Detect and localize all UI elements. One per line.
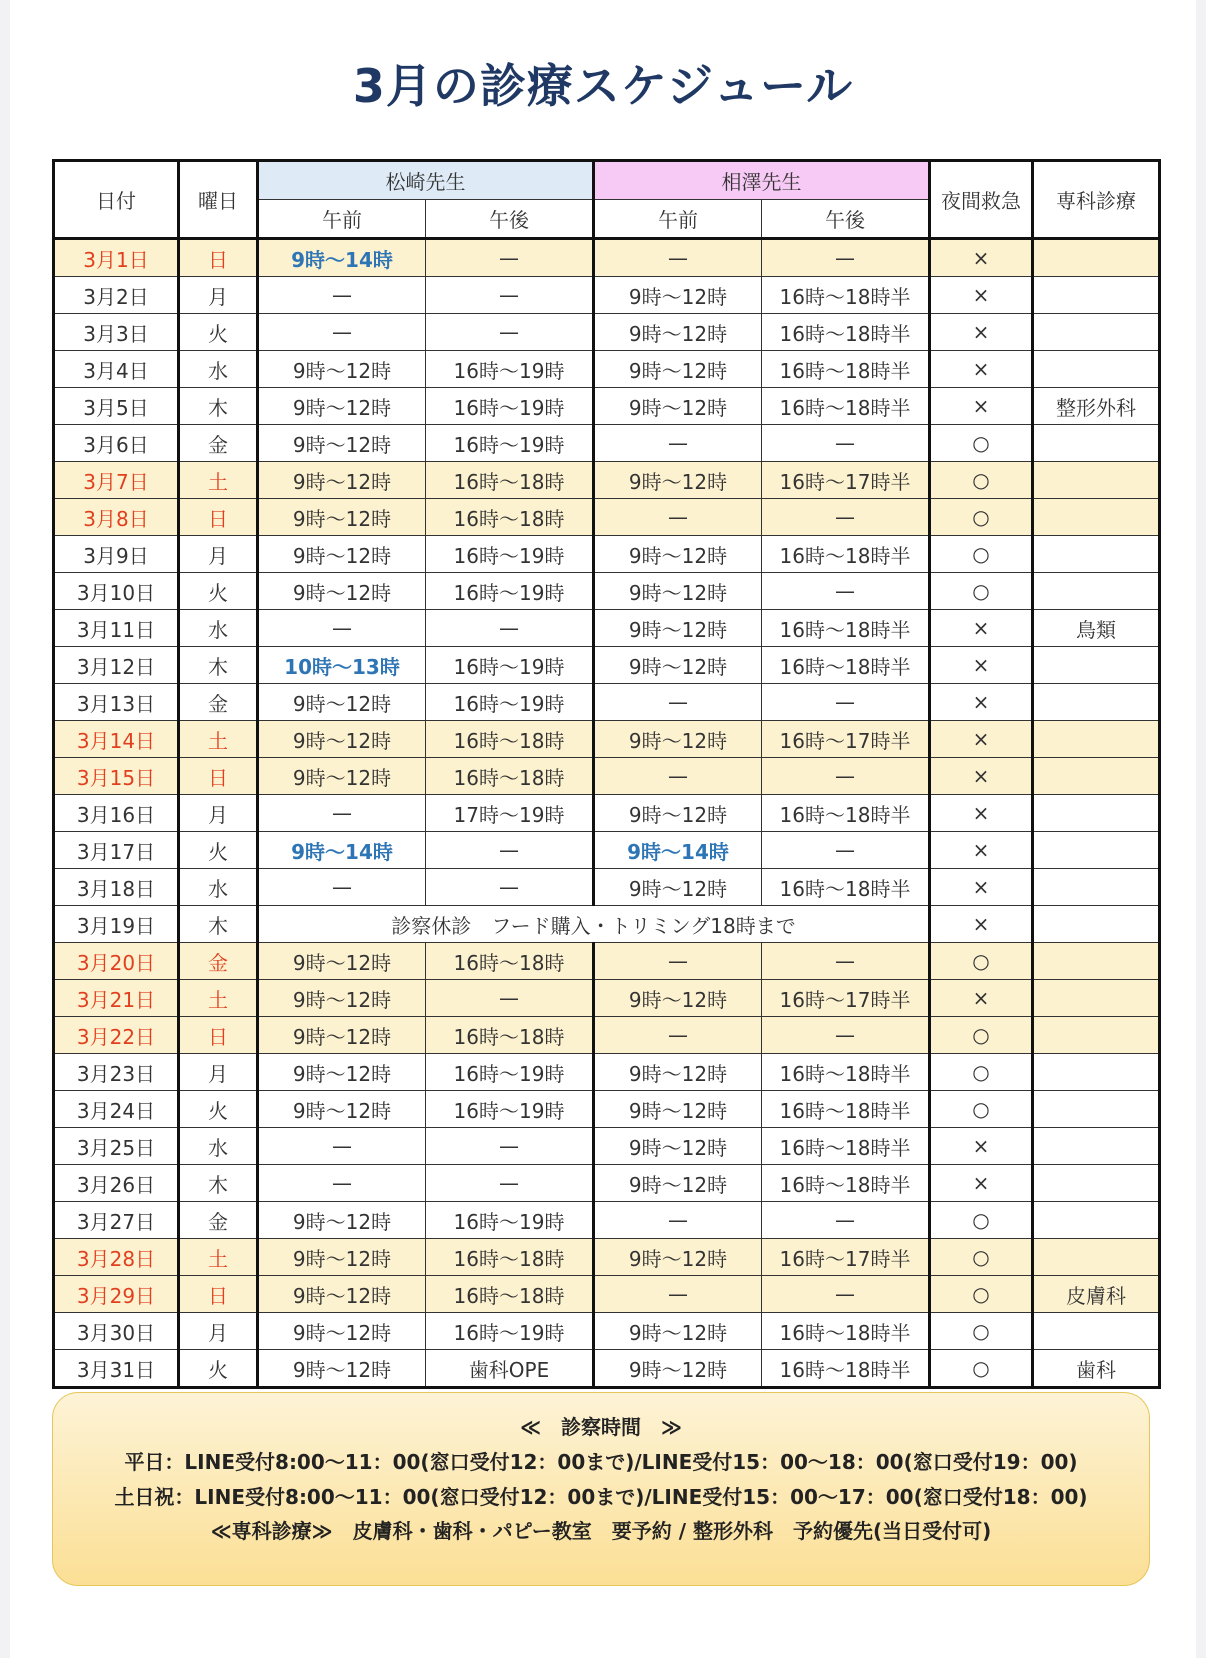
doctor2-am-cell: 9時～12時 [594, 795, 762, 832]
doctor2-am-cell: 9時～12時 [594, 277, 762, 314]
specialty-cell [1033, 1202, 1160, 1239]
weekday-cell: 火 [179, 573, 258, 610]
night-emergency-cell: ○ [930, 499, 1033, 536]
table-row [54, 462, 1160, 499]
doctor1-am-cell: 9時～12時 [258, 1017, 426, 1054]
night-emergency-cell: ○ [930, 1350, 1033, 1388]
specialty-cell: 皮膚科 [1033, 1276, 1160, 1313]
doctor1-am-cell: 9時～12時 [258, 573, 426, 610]
doctor2-pm-cell: — [762, 1276, 930, 1313]
weekday-cell: 土 [179, 980, 258, 1017]
header-doctor1-pm: 午後 [426, 200, 594, 239]
night-emergency-cell: ○ [930, 1202, 1033, 1239]
doctor2-pm-cell: 16時～18時半 [762, 351, 930, 388]
doctor2-pm-cell: 16時～18時半 [762, 1054, 930, 1091]
night-emergency-cell: ○ [930, 1239, 1033, 1276]
weekday-cell: 日 [179, 239, 258, 277]
specialty-cell [1033, 536, 1160, 573]
header-weekday: 曜日 [179, 161, 258, 239]
specialty-cell [1033, 943, 1160, 980]
doctor2-am-cell: 9時～14時 [594, 832, 762, 869]
doctor2-am-cell: 9時～12時 [594, 1091, 762, 1128]
doctor1-am-cell: 9時～12時 [258, 758, 426, 795]
doctor2-pm-cell: 16時～18時半 [762, 277, 930, 314]
date-cell: 3月29日 [54, 1276, 179, 1313]
date-cell: 3月12日 [54, 647, 179, 684]
night-emergency-cell: ○ [930, 1017, 1033, 1054]
specialty-cell [1033, 647, 1160, 684]
table-row [54, 1128, 1160, 1165]
header-doctor2-am: 午前 [594, 200, 762, 239]
night-emergency-cell: ○ [930, 425, 1033, 462]
specialty-cell [1033, 1239, 1160, 1276]
specialty-cell [1033, 462, 1160, 499]
doctor2-am-cell: — [594, 239, 762, 277]
weekday-cell: 月 [179, 1313, 258, 1350]
night-emergency-cell: × [930, 869, 1033, 906]
doctor1-am-cell: — [258, 314, 426, 351]
weekday-cell: 金 [179, 943, 258, 980]
doctor1-am-cell: — [258, 1165, 426, 1202]
doctor2-am-cell: 9時～12時 [594, 1054, 762, 1091]
date-cell: 3月1日 [54, 239, 179, 277]
doctor1-pm-cell: 16時～18時 [426, 943, 594, 980]
doctor2-am-cell: — [594, 425, 762, 462]
doctor2-am-cell: 9時～12時 [594, 647, 762, 684]
specialty-info: ≪専科診療≫ 皮膚科・歯科・パピー教室 要予約 / 整形外科 予約優先(当日受付可) [210, 1519, 992, 1543]
date-cell: 3月4日 [54, 351, 179, 388]
doctor2-pm-cell: 16時～18時半 [762, 1128, 930, 1165]
header-doctor-matsuzaki: 松崎先生 [258, 161, 594, 200]
night-emergency-cell: × [930, 277, 1033, 314]
header-doctor-aizawa: 相澤先生 [594, 161, 930, 200]
doctor1-pm-cell: 17時～19時 [426, 795, 594, 832]
weekday-cell: 火 [179, 314, 258, 351]
table-body [54, 239, 1160, 1388]
night-emergency-cell: × [930, 758, 1033, 795]
doctor2-pm-cell: 16時～18時半 [762, 314, 930, 351]
table-row [54, 795, 1160, 832]
date-cell: 3月5日 [54, 388, 179, 425]
doctor2-am-cell: 9時～12時 [594, 573, 762, 610]
weekday-cell: 土 [179, 462, 258, 499]
table-row [54, 573, 1160, 610]
doctor1-am-cell: 9時～12時 [258, 536, 426, 573]
table-row [54, 1054, 1160, 1091]
weekday-cell: 水 [179, 610, 258, 647]
doctor1-am-cell: 9時～12時 [258, 1313, 426, 1350]
doctor2-am-cell: — [594, 758, 762, 795]
date-cell: 3月14日 [54, 721, 179, 758]
doctor1-pm-cell: — [426, 1165, 594, 1202]
doctor1-am-cell: 9時～12時 [258, 388, 426, 425]
weekday-cell: 月 [179, 536, 258, 573]
doctor2-pm-cell: 16時～18時半 [762, 388, 930, 425]
doctor2-am-cell: — [594, 1202, 762, 1239]
date-cell: 3月31日 [54, 1350, 179, 1388]
doctor2-pm-cell: — [762, 573, 930, 610]
doctor2-am-cell: — [594, 1017, 762, 1054]
doctor1-pm-cell: 16時～19時 [426, 388, 594, 425]
weekday-cell: 木 [179, 647, 258, 684]
doctor2-pm-cell: 16時～18時半 [762, 1091, 930, 1128]
doctor2-am-cell: — [594, 499, 762, 536]
table-row [54, 351, 1160, 388]
table-row [54, 425, 1160, 462]
doctor1-pm-cell: 16時～19時 [426, 536, 594, 573]
weekday-cell: 日 [179, 1276, 258, 1313]
night-emergency-cell: × [930, 684, 1033, 721]
specialty-cell [1033, 573, 1160, 610]
header-date: 日付 [54, 161, 179, 239]
doctor2-pm-cell: 16時～18時半 [762, 1165, 930, 1202]
date-cell: 3月9日 [54, 536, 179, 573]
specialty-cell [1033, 721, 1160, 758]
specialty-cell [1033, 499, 1160, 536]
night-emergency-cell: × [930, 795, 1033, 832]
doctor2-am-cell: 9時～12時 [594, 610, 762, 647]
doctor1-am-cell: — [258, 1128, 426, 1165]
doctor1-pm-cell: — [426, 277, 594, 314]
table-row [54, 943, 1160, 980]
specialty-cell [1033, 832, 1160, 869]
specialty-cell [1033, 425, 1160, 462]
doctor2-pm-cell: — [762, 684, 930, 721]
doctor2-am-cell: — [594, 943, 762, 980]
weekday-cell: 土 [179, 1239, 258, 1276]
table-row [54, 1276, 1160, 1313]
doctor2-pm-cell: 16時～18時半 [762, 1313, 930, 1350]
doctor1-pm-cell: 16時～19時 [426, 425, 594, 462]
date-cell: 3月23日 [54, 1054, 179, 1091]
date-cell: 3月24日 [54, 1091, 179, 1128]
doctor2-am-cell: 9時～12時 [594, 462, 762, 499]
doctor1-pm-cell: 16時～19時 [426, 647, 594, 684]
doctor2-pm-cell: 16時～18時半 [762, 647, 930, 684]
specialty-cell [1033, 239, 1160, 277]
weekday-cell: 日 [179, 758, 258, 795]
night-emergency-cell: × [930, 980, 1033, 1017]
date-cell: 3月28日 [54, 1239, 179, 1276]
table-row [54, 1165, 1160, 1202]
doctor1-pm-cell: — [426, 832, 594, 869]
table-row [54, 1350, 1160, 1388]
night-emergency-cell: × [930, 610, 1033, 647]
night-emergency-cell: ○ [930, 536, 1033, 573]
night-emergency-cell: × [930, 351, 1033, 388]
doctor1-am-cell: 9時～12時 [258, 1202, 426, 1239]
doctor1-pm-cell: 16時～19時 [426, 351, 594, 388]
doctor2-am-cell: 9時～12時 [594, 1350, 762, 1388]
doctor2-pm-cell: — [762, 943, 930, 980]
night-emergency-cell: × [930, 721, 1033, 758]
doctor1-pm-cell: — [426, 980, 594, 1017]
doctor2-pm-cell: — [762, 758, 930, 795]
specialty-cell [1033, 1017, 1160, 1054]
doctor1-pm-cell: — [426, 314, 594, 351]
doctor2-pm-cell: 16時～18時半 [762, 1350, 930, 1388]
doctor2-pm-cell: 16時～18時半 [762, 869, 930, 906]
specialty-cell [1033, 795, 1160, 832]
specialty-cell [1033, 980, 1160, 1017]
weekday-cell: 月 [179, 1054, 258, 1091]
doctor1-am-cell: — [258, 795, 426, 832]
doctor2-am-cell: 9時～12時 [594, 1165, 762, 1202]
night-emergency-cell: ○ [930, 1054, 1033, 1091]
header-doctor2-pm: 午後 [762, 200, 930, 239]
page-title: 3月の診療スケジュール [352, 59, 854, 113]
doctor1-pm-cell: — [426, 1128, 594, 1165]
date-cell: 3月16日 [54, 795, 179, 832]
hours-info-heading: ≪ 診察時間 ≫ [520, 1415, 682, 1439]
date-cell: 3月21日 [54, 980, 179, 1017]
date-cell: 3月30日 [54, 1313, 179, 1350]
doctor1-am-cell: — [258, 277, 426, 314]
specialty-cell [1033, 1128, 1160, 1165]
doctor1-am-cell: 9時～12時 [258, 499, 426, 536]
doctor1-am-cell: 9時～12時 [258, 1239, 426, 1276]
night-emergency-cell: × [930, 647, 1033, 684]
doctor1-am-cell: 9時～12時 [258, 462, 426, 499]
doctor2-am-cell: 9時～12時 [594, 869, 762, 906]
doctor1-am-cell: 9時～14時 [258, 239, 426, 277]
table-row [54, 536, 1160, 573]
table-row [54, 721, 1160, 758]
doctor1-pm-cell: 16時～18時 [426, 462, 594, 499]
night-emergency-cell: ○ [930, 1276, 1033, 1313]
table-row [54, 499, 1160, 536]
doctor1-am-cell: 9時～12時 [258, 684, 426, 721]
doctor1-pm-cell: 16時～19時 [426, 573, 594, 610]
doctor1-am-cell: 9時～12時 [258, 721, 426, 758]
date-cell: 3月7日 [54, 462, 179, 499]
doctor1-pm-cell: — [426, 239, 594, 277]
doctor2-am-cell: 9時～12時 [594, 314, 762, 351]
specialty-cell [1033, 1091, 1160, 1128]
table-header [54, 161, 1160, 239]
schedule-table [52, 159, 1161, 1389]
weekday-cell: 火 [179, 1350, 258, 1388]
specialty-cell: 整形外科 [1033, 388, 1160, 425]
date-cell: 3月6日 [54, 425, 179, 462]
date-cell: 3月15日 [54, 758, 179, 795]
night-emergency-cell: ○ [930, 943, 1033, 980]
doctor1-am-cell: 9時～12時 [258, 425, 426, 462]
doctor1-am-cell: 9時～14時 [258, 832, 426, 869]
specialty-cell [1033, 314, 1160, 351]
specialty-cell: 歯科 [1033, 1350, 1160, 1388]
table-row [54, 1202, 1160, 1239]
date-cell: 3月13日 [54, 684, 179, 721]
weekday-cell: 月 [179, 277, 258, 314]
table-row [54, 314, 1160, 351]
table-row [54, 832, 1160, 869]
weekday-cell: 火 [179, 1091, 258, 1128]
doctor2-pm-cell: 16時～17時半 [762, 980, 930, 1017]
specialty-cell [1033, 869, 1160, 906]
doctor2-am-cell: 9時～12時 [594, 980, 762, 1017]
closed-notice-cell: 診察休診 フード購入・トリミング18時まで [258, 906, 930, 943]
doctor1-pm-cell: 16時～18時 [426, 758, 594, 795]
doctor1-am-cell: 9時～12時 [258, 943, 426, 980]
specialty-cell [1033, 684, 1160, 721]
doctor1-am-cell: — [258, 610, 426, 647]
doctor1-am-cell: 9時～12時 [258, 1054, 426, 1091]
specialty-cell [1033, 277, 1160, 314]
table-row [54, 980, 1160, 1017]
table-row [54, 1239, 1160, 1276]
weekday-cell: 水 [179, 351, 258, 388]
night-emergency-cell: × [930, 1165, 1033, 1202]
date-cell: 3月20日 [54, 943, 179, 980]
table-row [54, 610, 1160, 647]
doctor2-pm-cell: 16時～17時半 [762, 462, 930, 499]
doctor2-pm-cell: — [762, 425, 930, 462]
doctor2-pm-cell: — [762, 1202, 930, 1239]
doctor2-am-cell: — [594, 1276, 762, 1313]
date-cell: 3月3日 [54, 314, 179, 351]
date-cell: 3月22日 [54, 1017, 179, 1054]
doctor1-pm-cell: 16時～18時 [426, 499, 594, 536]
doctor2-pm-cell: 16時～17時半 [762, 721, 930, 758]
header-doctor1-am: 午前 [258, 200, 426, 239]
doctor2-am-cell: 9時～12時 [594, 721, 762, 758]
specialty-cell [1033, 1313, 1160, 1350]
weekday-cell: 土 [179, 721, 258, 758]
date-cell: 3月26日 [54, 1165, 179, 1202]
doctor2-am-cell: 9時～12時 [594, 388, 762, 425]
date-cell: 3月2日 [54, 277, 179, 314]
weekday-cell: 水 [179, 869, 258, 906]
specialty-cell [1033, 351, 1160, 388]
night-emergency-cell: ○ [930, 1091, 1033, 1128]
doctor2-am-cell: 9時～12時 [594, 1128, 762, 1165]
doctor1-pm-cell: — [426, 869, 594, 906]
doctor1-pm-cell: 16時～19時 [426, 1091, 594, 1128]
date-cell: 3月18日 [54, 869, 179, 906]
night-emergency-cell: × [930, 388, 1033, 425]
doctor2-pm-cell: — [762, 832, 930, 869]
doctor1-am-cell: 9時～12時 [258, 1276, 426, 1313]
hours-info-box [52, 1392, 1150, 1586]
specialty-cell [1033, 758, 1160, 795]
night-emergency-cell: × [930, 1128, 1033, 1165]
doctor2-am-cell: — [594, 684, 762, 721]
specialty-cell: 鳥類 [1033, 610, 1160, 647]
weekday-cell: 水 [179, 1128, 258, 1165]
specialty-cell [1033, 1165, 1160, 1202]
doctor2-am-cell: 9時～12時 [594, 536, 762, 573]
doctor2-pm-cell: 16時～17時半 [762, 1239, 930, 1276]
doctor1-pm-cell: 16時～19時 [426, 1054, 594, 1091]
doctor1-pm-cell: 16時～19時 [426, 1202, 594, 1239]
date-cell: 3月25日 [54, 1128, 179, 1165]
date-cell: 3月17日 [54, 832, 179, 869]
header-night-emergency: 夜間救急 [930, 161, 1033, 239]
date-cell: 3月11日 [54, 610, 179, 647]
doctor2-am-cell: 9時～12時 [594, 1239, 762, 1276]
doctor2-am-cell: 9時～12時 [594, 351, 762, 388]
weekday-cell: 日 [179, 499, 258, 536]
weekday-cell: 木 [179, 1165, 258, 1202]
table-row [54, 277, 1160, 314]
table-row [54, 239, 1160, 277]
weekday-cell: 金 [179, 1202, 258, 1239]
table-row [54, 1017, 1160, 1054]
hours-weekday: 平日：LINE受付8:00～11：00(窓口受付12：00まで)/LINE受付15：00～18：00(窓口受付19：00) [124, 1450, 1078, 1474]
table-row [54, 1091, 1160, 1128]
weekday-cell: 火 [179, 832, 258, 869]
night-emergency-cell: ○ [930, 462, 1033, 499]
date-cell: 3月27日 [54, 1202, 179, 1239]
night-emergency-cell: × [930, 906, 1033, 943]
date-cell: 3月10日 [54, 573, 179, 610]
doctor1-am-cell: 9時～12時 [258, 980, 426, 1017]
specialty-cell [1033, 1054, 1160, 1091]
doctor2-pm-cell: — [762, 499, 930, 536]
doctor1-am-cell: 9時～12時 [258, 1091, 426, 1128]
date-cell: 3月8日 [54, 499, 179, 536]
date-cell: 3月19日 [54, 906, 179, 943]
hours-weekend-holiday: 土日祝：LINE受付8:00～11：00(窓口受付12：00まで)/LINE受付15：00～17：00(窓口受付18：00) [114, 1485, 1088, 1509]
doctor1-pm-cell: 16時～18時 [426, 1017, 594, 1054]
night-emergency-cell: × [930, 314, 1033, 351]
doctor1-am-cell: — [258, 869, 426, 906]
doctor1-pm-cell: 16時～19時 [426, 684, 594, 721]
night-emergency-cell: × [930, 832, 1033, 869]
table-row [54, 906, 1160, 943]
doctor1-am-cell: 10時～13時 [258, 647, 426, 684]
doctor1-pm-cell: 歯科OPE [426, 1350, 594, 1388]
table-row [54, 869, 1160, 906]
weekday-cell: 金 [179, 425, 258, 462]
weekday-cell: 金 [179, 684, 258, 721]
schedule-page [10, 0, 1196, 1658]
weekday-cell: 日 [179, 1017, 258, 1054]
table-row [54, 1313, 1160, 1350]
doctor2-pm-cell: 16時～18時半 [762, 610, 930, 647]
table-row [54, 684, 1160, 721]
doctor1-pm-cell: 16時～18時 [426, 1239, 594, 1276]
doctor2-pm-cell: — [762, 1017, 930, 1054]
header-specialty: 専科診療 [1033, 161, 1160, 239]
doctor1-pm-cell: — [426, 610, 594, 647]
specialty-cell [1033, 906, 1160, 943]
doctor1-am-cell: 9時～12時 [258, 1350, 426, 1388]
night-emergency-cell: ○ [930, 1313, 1033, 1350]
night-emergency-cell: ○ [930, 573, 1033, 610]
table-row [54, 758, 1160, 795]
doctor2-am-cell: 9時～12時 [594, 1313, 762, 1350]
table-row [54, 647, 1160, 684]
table-row [54, 388, 1160, 425]
night-emergency-cell: × [930, 239, 1033, 277]
doctor1-pm-cell: 16時～18時 [426, 1276, 594, 1313]
doctor2-pm-cell: — [762, 239, 930, 277]
doctor1-am-cell: 9時～12時 [258, 351, 426, 388]
doctor2-pm-cell: 16時～18時半 [762, 536, 930, 573]
weekday-cell: 月 [179, 795, 258, 832]
doctor1-pm-cell: 16時～18時 [426, 721, 594, 758]
weekday-cell: 木 [179, 388, 258, 425]
doctor2-pm-cell: 16時～18時半 [762, 795, 930, 832]
weekday-cell: 木 [179, 906, 258, 943]
doctor1-pm-cell: 16時～19時 [426, 1313, 594, 1350]
